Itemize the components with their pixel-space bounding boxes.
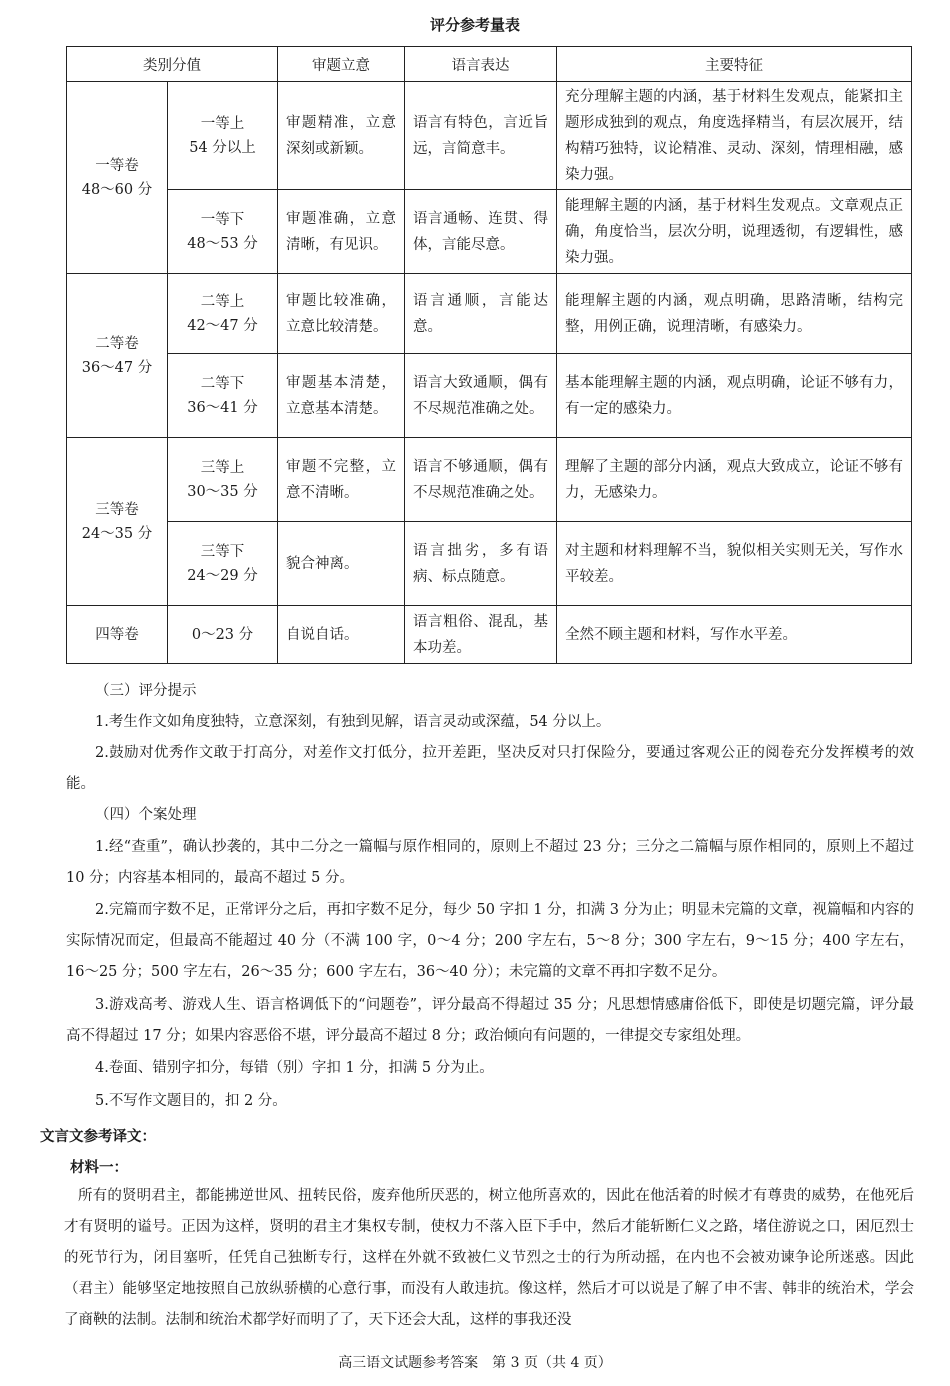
subgrade-label: 二等下 bbox=[200, 375, 245, 392]
subgrade-range: 48～53 分 bbox=[187, 235, 258, 252]
theme-cell: 貌合神离。 bbox=[278, 522, 405, 606]
subgrade-label: 一等上 bbox=[200, 115, 245, 132]
table-row bbox=[67, 82, 912, 190]
subgrade-cell bbox=[168, 522, 278, 606]
table-row bbox=[67, 522, 912, 606]
table-row bbox=[67, 274, 912, 354]
features-cell: 充分理解主题的内涵，基于材料生发观点，能紧扣主题形成独到的观点，角度选择精当，有层次展开，结构精巧独特，议论精准、灵动、深刻，情理相融，感染力强。 bbox=[557, 82, 912, 190]
case-rule-4: 4.卷面、错别字扣分，每错（别）字扣 1 分，扣满 5 分为止。 bbox=[95, 1060, 494, 1076]
subgrade-label: 三等上 bbox=[200, 459, 245, 476]
grade-cell bbox=[67, 438, 168, 606]
subgrade-cell bbox=[168, 82, 278, 190]
header-language: 语言表达 bbox=[405, 47, 557, 82]
subgrade-cell bbox=[168, 274, 278, 354]
scoring-tip-2: 2.鼓励对优秀作文敢于打高分，对差作文打低分，拉开差距，坚决反对只打保险分，要通过客观公正的阅卷充分发挥模考的效能。 bbox=[66, 745, 914, 792]
subgrade-label: 一等下 bbox=[200, 211, 245, 228]
grade-range: 36～47 分 bbox=[81, 359, 153, 376]
table-header-row bbox=[67, 47, 912, 82]
theme-cell: 审题不完整，立意不清晰。 bbox=[278, 438, 405, 522]
subgrade-cell bbox=[168, 190, 278, 274]
subgrade-range: 24～29 分 bbox=[187, 567, 258, 584]
table-row bbox=[67, 438, 912, 522]
features-cell: 能理解主题的内涵，观点明确，思路清晰，结构完整，用例正确，说理清晰，有感染力。 bbox=[557, 274, 912, 354]
features-cell: 对主题和材料理解不当，貌似相关实则无关，写作水平较差。 bbox=[557, 522, 912, 606]
section-heading-special-cases: （四）个案处理 bbox=[95, 807, 197, 823]
rubric-table bbox=[66, 46, 912, 664]
subgrade-label: 三等下 bbox=[200, 543, 245, 560]
case-rule-5: 5.不写作文题目的，扣 2 分。 bbox=[95, 1093, 287, 1109]
grade-cell bbox=[67, 82, 168, 274]
grade-label: 四等卷 bbox=[95, 626, 139, 643]
theme-cell: 审题基本清楚，立意基本清楚。 bbox=[278, 354, 405, 438]
case-rule-3: 3.游戏高考、游戏人生、语言格调低下的“问题卷”，评分最高不得超过 35 分；凡思想情感庸俗低下，即使是切题完篇，评分最高不得超过 17 分；如果内容恶俗不堪，评分最高不超过 8 分；政治倾向有问题的，一律提交专家组处理。 bbox=[66, 997, 914, 1044]
subgrade-range: 0～23 分 bbox=[191, 626, 254, 643]
case-rule-2: 2.完篇而字数不足，正常评分之后，再扣字数不足分，每少 50 字扣 1 分，扣满 3 分为止；明显未完篇的文章，视篇幅和内容的实际情况而定，但最高不能超过 40 分（不满 100 字，0～4 分；200 字左右，5～8 分；300 字左右，9～15 分；400 字左右，16～25 分；500 字左右，26～35 分；600 字左右，36～40 分）；未完篇的文章不再扣字数不足分。 bbox=[66, 902, 914, 980]
subgrade-range: 36～41 分 bbox=[187, 399, 258, 416]
language-cell: 语言拙劣，多有语病、标点随意。 bbox=[405, 522, 557, 606]
header-category: 类别分值 bbox=[67, 47, 278, 82]
language-cell: 语言不够通顺，偶有不尽规范准确之处。 bbox=[405, 438, 557, 522]
subgrade-label: 二等上 bbox=[200, 293, 245, 310]
language-cell: 语言通顺，言能达意。 bbox=[405, 274, 557, 354]
header-theme: 审题立意 bbox=[278, 47, 405, 82]
features-cell: 基本能理解主题的内涵，观点明确，论证不够有力，有一定的感染力。 bbox=[557, 354, 912, 438]
theme-cell: 审题比较准确，立意比较清楚。 bbox=[278, 274, 405, 354]
subgrade-range: 42～47 分 bbox=[187, 317, 258, 334]
table-row bbox=[67, 606, 912, 664]
scoring-tip-1: 1.考生作文如角度独特，立意深刻，有独到见解，语言灵动或深蕴，54 分以上。 bbox=[95, 714, 611, 730]
grade-range: 48～60 分 bbox=[81, 181, 153, 198]
theme-cell: 审题精准，立意深刻或新颖。 bbox=[278, 82, 405, 190]
grade-cell bbox=[67, 606, 168, 664]
translation-heading: 文言文参考译文： bbox=[40, 1129, 156, 1145]
grade-range: 24～35 分 bbox=[81, 525, 153, 542]
features-cell: 全然不顾主题和材料，写作水平差。 bbox=[557, 606, 912, 664]
grade-label: 二等卷 bbox=[95, 335, 139, 352]
subgrade-range: 30～35 分 bbox=[187, 483, 258, 500]
language-cell: 语言通畅、连贯、得体，言能尽意。 bbox=[405, 190, 557, 274]
features-cell: 能理解主题的内涵，基于材料生发观点。文章观点正确，角度恰当，层次分明，说理透彻，有逻辑性，感染力强。 bbox=[557, 190, 912, 274]
grade-label: 三等卷 bbox=[95, 501, 139, 518]
theme-cell: 自说自话。 bbox=[278, 606, 405, 664]
page-title: 评分参考量表 bbox=[429, 16, 520, 34]
language-cell: 语言有特色，言近旨远，言简意丰。 bbox=[405, 82, 557, 190]
grade-cell bbox=[67, 274, 168, 438]
grade-label: 一等卷 bbox=[95, 157, 139, 174]
subgrade-cell bbox=[168, 354, 278, 438]
header-features: 主要特征 bbox=[557, 47, 912, 82]
subgrade-cell bbox=[168, 438, 278, 522]
page-footer: 高三语文试题参考答案 第 3 页（共 4 页） bbox=[338, 1355, 612, 1371]
material-one-heading: 材料一： bbox=[70, 1160, 128, 1176]
language-cell: 语言粗俗、混乱，基本功差。 bbox=[405, 606, 557, 664]
subgrade-cell bbox=[168, 606, 278, 664]
table-row bbox=[67, 354, 912, 438]
translation-text: 所有的贤明君主，都能拂逆世风、扭转民俗，废弃他所厌恶的，树立他所喜欢的，因此在他活着的时候才有尊贵的威势，在他死后才有贤明的谥号。正因为这样，贤明的君主才集权专制，使权力不落入臣下手中，然后才能斩断仁义之路，堵住游说之口，困厄烈士的死节行为，闭目塞听，任凭自己独断专行，这样在外就不致被仁义节烈之士的行为所动摇，在内也不会被劝谏争论所迷惑。因此（君主）能够坚定地按照自己放纵骄横的心意行事，而没有人敢违抗。像这样，然后才可以说是了解了申不害、韩非的统治术，学会了商鞅的法制。法制和统治术都学好而明了了，天下还会大乱，这样的事我还没 bbox=[64, 1188, 914, 1328]
section-heading-scoring-tips: （三）评分提示 bbox=[95, 683, 197, 699]
subgrade-range: 54 分以上 bbox=[189, 139, 256, 156]
table-row bbox=[67, 190, 912, 274]
language-cell: 语言大致通顺，偶有不尽规范准确之处。 bbox=[405, 354, 557, 438]
features-cell: 理解了主题的部分内涵，观点大致成立，论证不够有力，无感染力。 bbox=[557, 438, 912, 522]
theme-cell: 审题准确，立意清晰，有见识。 bbox=[278, 190, 405, 274]
case-rule-1: 1.经“查重”，确认抄袭的，其中二分之一篇幅与原作相同的，原则上不超过 23 分；三分之二篇幅与原作相同的，原则上不超过 10 分；内容基本相同的，最高不超过 5 分。 bbox=[66, 839, 914, 886]
